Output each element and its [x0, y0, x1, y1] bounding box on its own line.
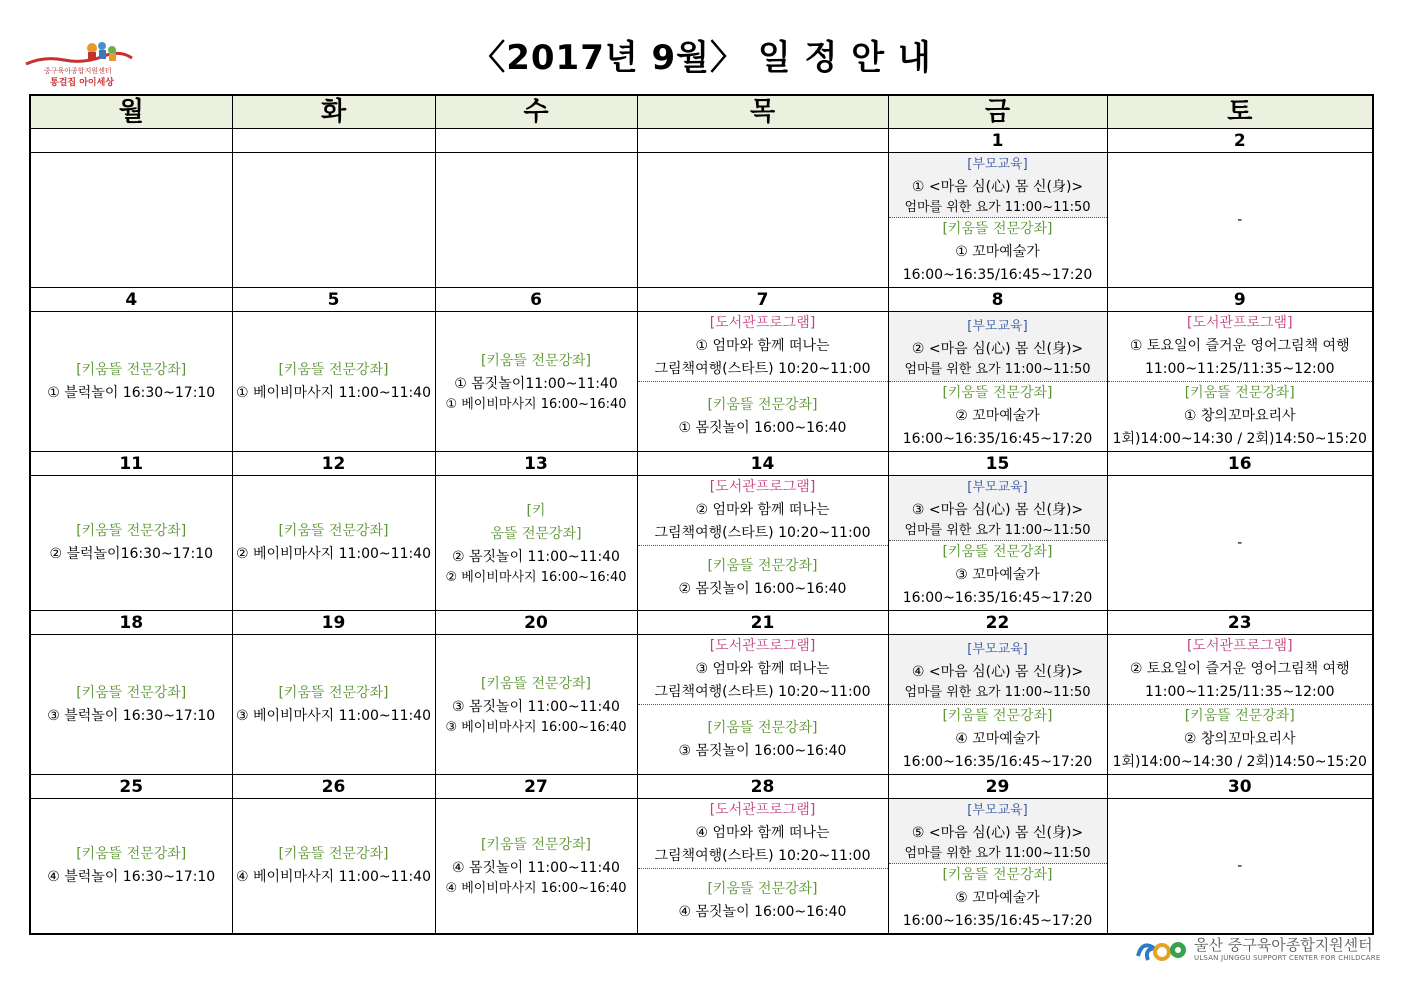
- day-cell: [1107, 476, 1373, 611]
- weekday-wed: 수: [435, 95, 637, 129]
- event-line: [키움뜰 전문강좌]: [480, 837, 592, 853]
- event-block-top: [889, 635, 1107, 705]
- event-line: [키움뜰 전문강좌]: [707, 558, 818, 574]
- event-line: ④ 엄마와 함께 떠나는: [695, 825, 830, 841]
- event-line: 엄마를 위한 요가 11:00~11:50: [904, 846, 1091, 861]
- split-cell: [638, 312, 888, 451]
- event-block-bottom: [1108, 382, 1373, 451]
- event-line: ③ 블럭놀이 16:30~17:10: [47, 707, 216, 724]
- event-line: ① 엄마와 함께 떠나는: [695, 338, 830, 354]
- event-line: [도서관프로그램]: [709, 638, 816, 654]
- event-line: ④ 베이비마사지 16:00~16:40: [445, 881, 627, 896]
- date-number: 18: [30, 611, 232, 635]
- date-row: [30, 775, 1373, 799]
- footer-logo-name: 울산 중구육아종합지원센터: [1194, 936, 1373, 954]
- day-cell: [888, 476, 1107, 611]
- date-row: [30, 129, 1373, 153]
- event-line: [키움뜰 전문강좌]: [278, 361, 389, 378]
- page-title: 〈2017년 9월〉 일 정 안 내: [471, 38, 932, 78]
- event-line: ④ 베이비마사지 11:00~11:40: [235, 869, 432, 885]
- event-line: [키움뜰 전문강좌]: [480, 675, 592, 692]
- split-cell: [889, 799, 1107, 933]
- weekday-mon: 월: [30, 95, 232, 129]
- date-number: 12: [232, 452, 435, 476]
- date-number: 14: [637, 452, 888, 476]
- day-cell: [637, 312, 888, 452]
- event-line: [키움뜰 전문강좌]: [278, 846, 389, 862]
- date-number: [637, 129, 888, 153]
- event-line: 16:00~16:35/16:45~17:20: [902, 913, 1093, 929]
- event-line: ⑤ <마음 심(心) 몸 신(身)>: [911, 825, 1084, 841]
- event-line: 그림책여행(스타트) 10:20~11:00: [654, 684, 871, 700]
- event-line: ② 꼬마예술가: [955, 408, 1040, 424]
- event-line: ③ 엄마와 함께 떠나는: [695, 661, 830, 677]
- event-block-bottom: [1108, 705, 1373, 774]
- event-line: [부모교육]: [967, 641, 1028, 657]
- day-cell: [30, 635, 232, 775]
- split-cell: [638, 476, 888, 610]
- event-line: ② 토요일이 즐거운 영어그림책 여행: [1129, 661, 1350, 677]
- empty-marker: -: [1237, 211, 1243, 228]
- day-cell: [1107, 312, 1373, 452]
- event-line: ④ 몸짓놀이 16:00~16:40: [678, 904, 847, 920]
- event-line: [도서관프로그램]: [1186, 638, 1293, 654]
- event-block-top: [638, 799, 888, 869]
- event-line: [키움뜰 전문강좌]: [707, 396, 818, 413]
- event-line: 엄마를 위한 요가 11:00~11:50: [904, 523, 1091, 538]
- event-line: 16:00~16:35/16:45~17:20: [902, 754, 1093, 770]
- day-cell: [435, 799, 637, 935]
- day-cell: [30, 476, 232, 611]
- day-cell: [1107, 799, 1373, 935]
- events-row: [30, 476, 1373, 611]
- event-line: [키움뜰 전문강좌]: [76, 361, 187, 378]
- split-cell: [638, 635, 888, 774]
- event-block-top: [638, 635, 888, 705]
- event-block-top: [889, 312, 1107, 382]
- event-line: [키움뜰 전문강좌]: [480, 352, 592, 369]
- event-block-bottom: [638, 382, 888, 451]
- event-block-bottom: [889, 864, 1107, 933]
- event-block-bottom: [889, 541, 1107, 610]
- date-number: 2: [1107, 129, 1373, 153]
- day-cell: [435, 153, 637, 288]
- day-cell: [637, 635, 888, 775]
- day-cell: [637, 799, 888, 935]
- date-row: [30, 611, 1373, 635]
- event-line: ④ <마음 심(心) 몸 신(身)>: [911, 663, 1084, 680]
- day-cell: [888, 635, 1107, 775]
- date-row: [30, 288, 1373, 312]
- weekday-header-row: [30, 95, 1373, 129]
- date-number: 20: [435, 611, 637, 635]
- event-line: ① 베이비마사지 16:00~16:40: [445, 396, 627, 412]
- event-line: [키움뜰 전문강좌]: [278, 684, 389, 701]
- event-line: [키움뜰 전문강좌]: [942, 221, 1053, 237]
- event-line: [도서관프로그램]: [709, 315, 816, 331]
- event-line: 11:00~11:25/11:35~12:00: [1144, 361, 1335, 377]
- date-number: 4: [30, 288, 232, 312]
- day-cell: [435, 635, 637, 775]
- day-cell: [637, 153, 888, 288]
- day-cell: [888, 312, 1107, 452]
- event-line: [도서관프로그램]: [709, 479, 816, 495]
- events-row: [30, 635, 1373, 775]
- day-cell: [435, 312, 637, 452]
- event-line: ③ 몸짓놀이 11:00~11:40: [452, 698, 620, 715]
- event-block-top: [889, 799, 1107, 864]
- event-line: [부모교육]: [967, 318, 1028, 334]
- event-block-top: [1108, 312, 1373, 382]
- events-row: [30, 153, 1373, 288]
- event-block-bottom: [889, 705, 1107, 774]
- event-line: 그림책여행(스타트) 10:20~11:00: [654, 361, 871, 377]
- date-number: 23: [1107, 611, 1373, 635]
- event-line: ④ 몸짓놀이 11:00~11:40: [452, 860, 620, 876]
- logo-text-line1: 중구육아종합지원센터: [44, 67, 112, 75]
- event-line: [키움뜰 전문강좌]: [278, 523, 389, 539]
- event-line: ② 베이비마사지 16:00~16:40: [445, 569, 627, 585]
- event-line: [부모교육]: [967, 157, 1028, 172]
- date-number: 1: [888, 129, 1107, 153]
- split-cell: [889, 312, 1107, 451]
- event-line: ① <마음 심(心) 몸 신(身)>: [911, 179, 1084, 195]
- schedule-table: [29, 94, 1374, 935]
- event-line: ③ <마음 심(心) 몸 신(身)>: [911, 502, 1084, 518]
- event-line: ① 블럭놀이 16:30~17:10: [47, 384, 216, 401]
- event-line: 16:00~16:35/16:45~17:20: [902, 431, 1093, 447]
- event-line: 엄마를 위한 요가 11:00~11:50: [904, 361, 1091, 377]
- footer-logo: [1134, 934, 1381, 966]
- event-line: ③ 꼬마예술가: [955, 567, 1040, 583]
- event-line: ① 몸짓놀이 16:00~16:40: [678, 419, 847, 436]
- event-line: ② 몸짓놀이 11:00~11:40: [452, 548, 620, 565]
- day-cell: [637, 476, 888, 611]
- event-line: ② 몸짓놀이 16:00~16:40: [678, 581, 847, 597]
- event-block-top: [889, 153, 1107, 218]
- weekday-thu: 목: [637, 95, 888, 129]
- date-number: 30: [1107, 775, 1373, 799]
- event-line: ① 창의꼬마요리사: [1183, 408, 1296, 424]
- event-line: [키움뜰 전문강좌]: [942, 544, 1053, 560]
- event-line: ① 몸짓놀이11:00~11:40: [454, 375, 618, 392]
- event-line: [키움뜰 전문강좌]: [76, 846, 187, 862]
- event-line: [키움뜰 전문강좌]: [1184, 385, 1295, 401]
- event-block-top: [638, 312, 888, 382]
- date-number: [30, 129, 232, 153]
- event-line: 1회)14:00~14:30 / 2회)14:50~15:20: [1112, 431, 1367, 447]
- event-line: [부모교육]: [967, 803, 1028, 818]
- event-block-bottom: [638, 705, 888, 774]
- day-cell: [1107, 635, 1373, 775]
- date-number: 9: [1107, 288, 1373, 312]
- event-line: [키움뜰 전문강좌]: [707, 881, 818, 897]
- event-line: ② <마음 심(心) 몸 신(身)>: [911, 340, 1084, 357]
- footer-logo-subtitle: ULSAN JUNGGU SUPPORT CENTER FOR CHILDCARE: [1194, 954, 1381, 962]
- date-number: 5: [232, 288, 435, 312]
- event-line: ② 엄마와 함께 떠나는: [695, 502, 830, 518]
- event-line: [키움뜰 전문강좌]: [942, 385, 1053, 401]
- date-number: 8: [888, 288, 1107, 312]
- event-block-bottom: [889, 218, 1107, 287]
- event-line: 그림책여행(스타트) 10:20~11:00: [654, 848, 871, 864]
- date-number: 27: [435, 775, 637, 799]
- split-cell: [889, 153, 1107, 287]
- day-cell: [30, 153, 232, 288]
- split-cell: [889, 635, 1107, 774]
- date-number: [435, 129, 637, 153]
- event-line: ② 베이비마사지 11:00~11:40: [235, 546, 432, 562]
- event-line: ③ 베이비마사지 11:00~11:40: [235, 707, 432, 724]
- event-line: ⑤ 꼬마예술가: [955, 890, 1040, 906]
- event-line: 11:00~11:25/11:35~12:00: [1144, 684, 1335, 700]
- center-emblem-icon: [1134, 934, 1190, 966]
- event-line: [부모교육]: [967, 480, 1028, 495]
- event-line: ③ 몸짓놀이 16:00~16:40: [678, 742, 847, 759]
- event-line: [키움뜰 전문강좌]: [1184, 708, 1295, 724]
- event-block-bottom: [889, 382, 1107, 451]
- day-cell: [888, 799, 1107, 935]
- event-line: [키움뜰 전문강좌]: [76, 523, 187, 539]
- event-line: [도서관프로그램]: [1186, 315, 1293, 331]
- event-line: [키움뜰 전문강좌]: [707, 719, 818, 736]
- event-line: [키움뜰 전문강좌]: [942, 708, 1053, 724]
- event-line: ④ 블럭놀이 16:30~17:10: [47, 869, 216, 885]
- event-line: 그림책여행(스타트) 10:20~11:00: [654, 525, 871, 541]
- weekday-tue: 화: [232, 95, 435, 129]
- event-line: ① 베이비마사지 11:00~11:40: [235, 384, 432, 401]
- event-line: [키: [526, 502, 546, 519]
- event-block-top: [638, 476, 888, 546]
- event-block-bottom: [638, 869, 888, 933]
- date-number: 28: [637, 775, 888, 799]
- event-line: 엄마를 위한 요가 11:00~11:50: [904, 200, 1091, 215]
- event-block-top: [1108, 635, 1373, 705]
- weekday-sat: 토: [1107, 95, 1373, 129]
- date-number: 29: [888, 775, 1107, 799]
- event-line: ② 블럭놀이16:30~17:10: [49, 546, 214, 562]
- empty-marker: -: [1237, 534, 1243, 551]
- empty-marker: -: [1237, 857, 1243, 874]
- event-line: ① 꼬마예술가: [955, 244, 1040, 260]
- event-line: [도서관프로그램]: [709, 802, 816, 818]
- date-number: [232, 129, 435, 153]
- event-line: 움뜰 전문강좌]: [490, 525, 582, 542]
- date-number: 25: [30, 775, 232, 799]
- date-number: 13: [435, 452, 637, 476]
- date-number: 6: [435, 288, 637, 312]
- split-cell: [1108, 312, 1373, 451]
- day-cell: [30, 799, 232, 935]
- day-cell: [30, 312, 232, 452]
- events-row: [30, 312, 1373, 452]
- split-cell: [638, 799, 888, 933]
- event-line: ① 토요일이 즐거운 영어그림책 여행: [1129, 338, 1350, 354]
- day-cell: [435, 476, 637, 611]
- event-line: 1회)14:00~14:30 / 2회)14:50~15:20: [1112, 754, 1367, 770]
- day-cell: [232, 476, 435, 611]
- date-number: 11: [30, 452, 232, 476]
- date-number: 21: [637, 611, 888, 635]
- event-line: 엄마를 위한 요가 11:00~11:50: [904, 684, 1091, 700]
- day-cell: [232, 312, 435, 452]
- event-line: ④ 꼬마예술가: [955, 731, 1040, 747]
- day-cell: [232, 635, 435, 775]
- day-cell: [232, 799, 435, 935]
- events-row: [30, 799, 1373, 935]
- event-block-bottom: [638, 546, 888, 610]
- event-block-top: [889, 476, 1107, 541]
- day-cell: [232, 153, 435, 288]
- weekday-fri: 금: [888, 95, 1107, 129]
- day-cell: [1107, 153, 1373, 288]
- date-number: 19: [232, 611, 435, 635]
- date-number: 7: [637, 288, 888, 312]
- event-line: ② 창의꼬마요리사: [1183, 731, 1296, 747]
- date-row: [30, 452, 1373, 476]
- split-cell: [1108, 635, 1373, 774]
- date-number: 26: [232, 775, 435, 799]
- logo-text-line2: 통걸집 아이세상: [50, 78, 114, 88]
- day-cell: [888, 153, 1107, 288]
- date-number: 15: [888, 452, 1107, 476]
- event-line: [키움뜰 전문강좌]: [76, 684, 187, 701]
- split-cell: [889, 476, 1107, 610]
- date-number: 22: [888, 611, 1107, 635]
- event-line: 16:00~16:35/16:45~17:20: [902, 590, 1093, 606]
- date-number: 16: [1107, 452, 1373, 476]
- event-line: 16:00~16:35/16:45~17:20: [902, 267, 1093, 283]
- event-line: ③ 베이비마사지 16:00~16:40: [445, 719, 627, 735]
- event-line: [키움뜰 전문강좌]: [942, 867, 1053, 883]
